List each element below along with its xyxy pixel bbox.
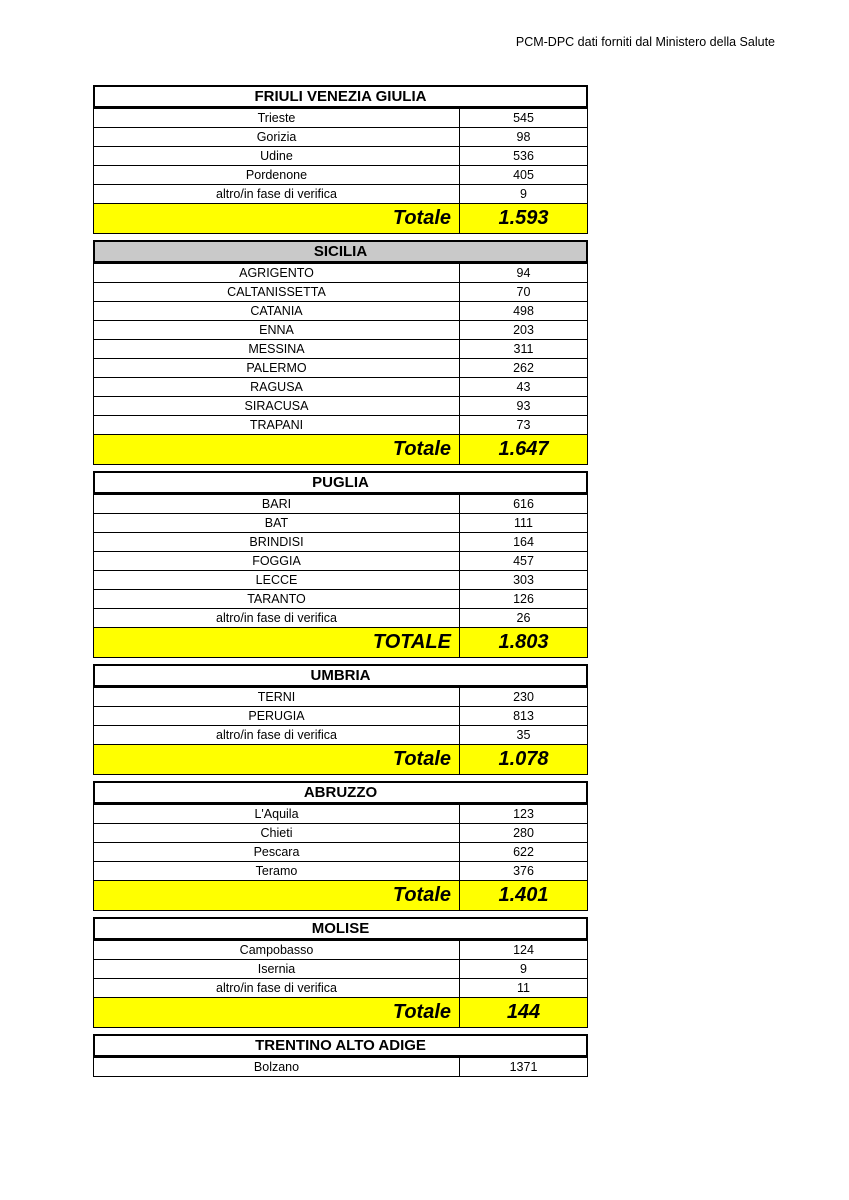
case-count: 9 (460, 960, 588, 979)
table-row (94, 340, 588, 359)
table-row (94, 533, 588, 552)
total-label: Totale (94, 745, 460, 775)
province-name: Gorizia (94, 128, 460, 147)
regions-container (93, 85, 588, 1083)
table-row (94, 302, 588, 321)
table-row (94, 960, 588, 979)
province-name: Chieti (94, 824, 460, 843)
region-trentino-alto-adige (93, 1034, 588, 1077)
case-count: 126 (460, 590, 588, 609)
table-row (94, 571, 588, 590)
province-name: SIRACUSA (94, 397, 460, 416)
province-name: CALTANISSETTA (94, 283, 460, 302)
total-label: Totale (94, 998, 460, 1028)
case-count: 35 (460, 726, 588, 745)
total-label: Totale (94, 881, 460, 911)
case-count: 280 (460, 824, 588, 843)
total-row (94, 628, 588, 658)
table-row (94, 359, 588, 378)
province-name: Udine (94, 147, 460, 166)
region-title: FRIULI VENEZIA GIULIA (93, 85, 588, 108)
case-count: 111 (460, 514, 588, 533)
case-count: 123 (460, 805, 588, 824)
province-name: FOGGIA (94, 552, 460, 571)
case-count: 498 (460, 302, 588, 321)
province-name: Isernia (94, 960, 460, 979)
province-name: PERUGIA (94, 707, 460, 726)
province-name: TRAPANI (94, 416, 460, 435)
case-count: 26 (460, 609, 588, 628)
table-row (94, 166, 588, 185)
province-name: PALERMO (94, 359, 460, 378)
case-count: 405 (460, 166, 588, 185)
table-row (94, 514, 588, 533)
table-row (94, 552, 588, 571)
table-row (94, 979, 588, 998)
total-value: 1.401 (460, 881, 588, 911)
case-count: 262 (460, 359, 588, 378)
region-table (93, 687, 588, 775)
total-label: TOTALE (94, 628, 460, 658)
table-row (94, 495, 588, 514)
case-count: 124 (460, 941, 588, 960)
region-table (93, 494, 588, 658)
case-count: 73 (460, 416, 588, 435)
case-count: 70 (460, 283, 588, 302)
case-count: 376 (460, 862, 588, 881)
total-row (94, 204, 588, 234)
table-row (94, 147, 588, 166)
case-count: 545 (460, 109, 588, 128)
table-row (94, 688, 588, 707)
total-value: 144 (460, 998, 588, 1028)
province-name: BAT (94, 514, 460, 533)
table-row (94, 321, 588, 340)
region-title: UMBRIA (93, 664, 588, 687)
province-name: altro/in fase di verifica (94, 185, 460, 204)
total-value: 1.078 (460, 745, 588, 775)
region-umbria (93, 664, 588, 775)
case-count: 9 (460, 185, 588, 204)
region-sicilia (93, 240, 588, 465)
province-name: CATANIA (94, 302, 460, 321)
case-count: 457 (460, 552, 588, 571)
table-row (94, 416, 588, 435)
region-table (93, 940, 588, 1028)
region-title: TRENTINO ALTO ADIGE (93, 1034, 588, 1057)
table-row (94, 862, 588, 881)
province-name: MESSINA (94, 340, 460, 359)
case-count: 303 (460, 571, 588, 590)
province-name: altro/in fase di verifica (94, 979, 460, 998)
case-count: 94 (460, 264, 588, 283)
region-friuli-venezia-giulia (93, 85, 588, 234)
province-name: TERNI (94, 688, 460, 707)
region-table (93, 108, 588, 234)
total-row (94, 745, 588, 775)
region-abruzzo (93, 781, 588, 911)
total-value: 1.593 (460, 204, 588, 234)
table-row (94, 185, 588, 204)
case-count: 11 (460, 979, 588, 998)
region-table (93, 804, 588, 911)
case-count: 203 (460, 321, 588, 340)
total-label: Totale (94, 204, 460, 234)
total-label: Totale (94, 435, 460, 465)
total-value: 1.647 (460, 435, 588, 465)
province-name: Bolzano (94, 1058, 460, 1077)
table-row (94, 609, 588, 628)
region-table (93, 263, 588, 465)
region-title: SICILIA (93, 240, 588, 263)
case-count: 43 (460, 378, 588, 397)
region-molise (93, 917, 588, 1028)
table-row (94, 109, 588, 128)
total-row (94, 998, 588, 1028)
region-puglia (93, 471, 588, 658)
region-title: MOLISE (93, 917, 588, 940)
province-name: BRINDISI (94, 533, 460, 552)
province-name: TARANTO (94, 590, 460, 609)
table-row (94, 1058, 588, 1077)
region-title: PUGLIA (93, 471, 588, 494)
case-count: 622 (460, 843, 588, 862)
case-count: 311 (460, 340, 588, 359)
table-row (94, 397, 588, 416)
case-count: 93 (460, 397, 588, 416)
case-count: 616 (460, 495, 588, 514)
case-count: 98 (460, 128, 588, 147)
province-name: altro/in fase di verifica (94, 726, 460, 745)
province-name: ENNA (94, 321, 460, 340)
table-row (94, 843, 588, 862)
province-name: AGRIGENTO (94, 264, 460, 283)
table-row (94, 941, 588, 960)
total-value: 1.803 (460, 628, 588, 658)
province-name: Trieste (94, 109, 460, 128)
province-name: Campobasso (94, 941, 460, 960)
case-count: 536 (460, 147, 588, 166)
case-count: 813 (460, 707, 588, 726)
total-row (94, 881, 588, 911)
region-table (93, 1057, 588, 1077)
province-name: altro/in fase di verifica (94, 609, 460, 628)
province-name: Pordenone (94, 166, 460, 185)
province-name: BARI (94, 495, 460, 514)
table-row (94, 264, 588, 283)
total-row (94, 435, 588, 465)
table-row (94, 805, 588, 824)
province-name: Pescara (94, 843, 460, 862)
case-count: 1371 (460, 1058, 588, 1077)
table-row (94, 590, 588, 609)
table-row (94, 726, 588, 745)
table-row (94, 283, 588, 302)
province-name: LECCE (94, 571, 460, 590)
region-title: ABRUZZO (93, 781, 588, 804)
province-name: RAGUSA (94, 378, 460, 397)
source-note: PCM-DPC dati forniti dal Ministero della Salute (515, 35, 775, 49)
table-row (94, 378, 588, 397)
case-count: 230 (460, 688, 588, 707)
province-name: L'Aquila (94, 805, 460, 824)
province-name: Teramo (94, 862, 460, 881)
table-row (94, 128, 588, 147)
case-count: 164 (460, 533, 588, 552)
table-row (94, 707, 588, 726)
table-row (94, 824, 588, 843)
